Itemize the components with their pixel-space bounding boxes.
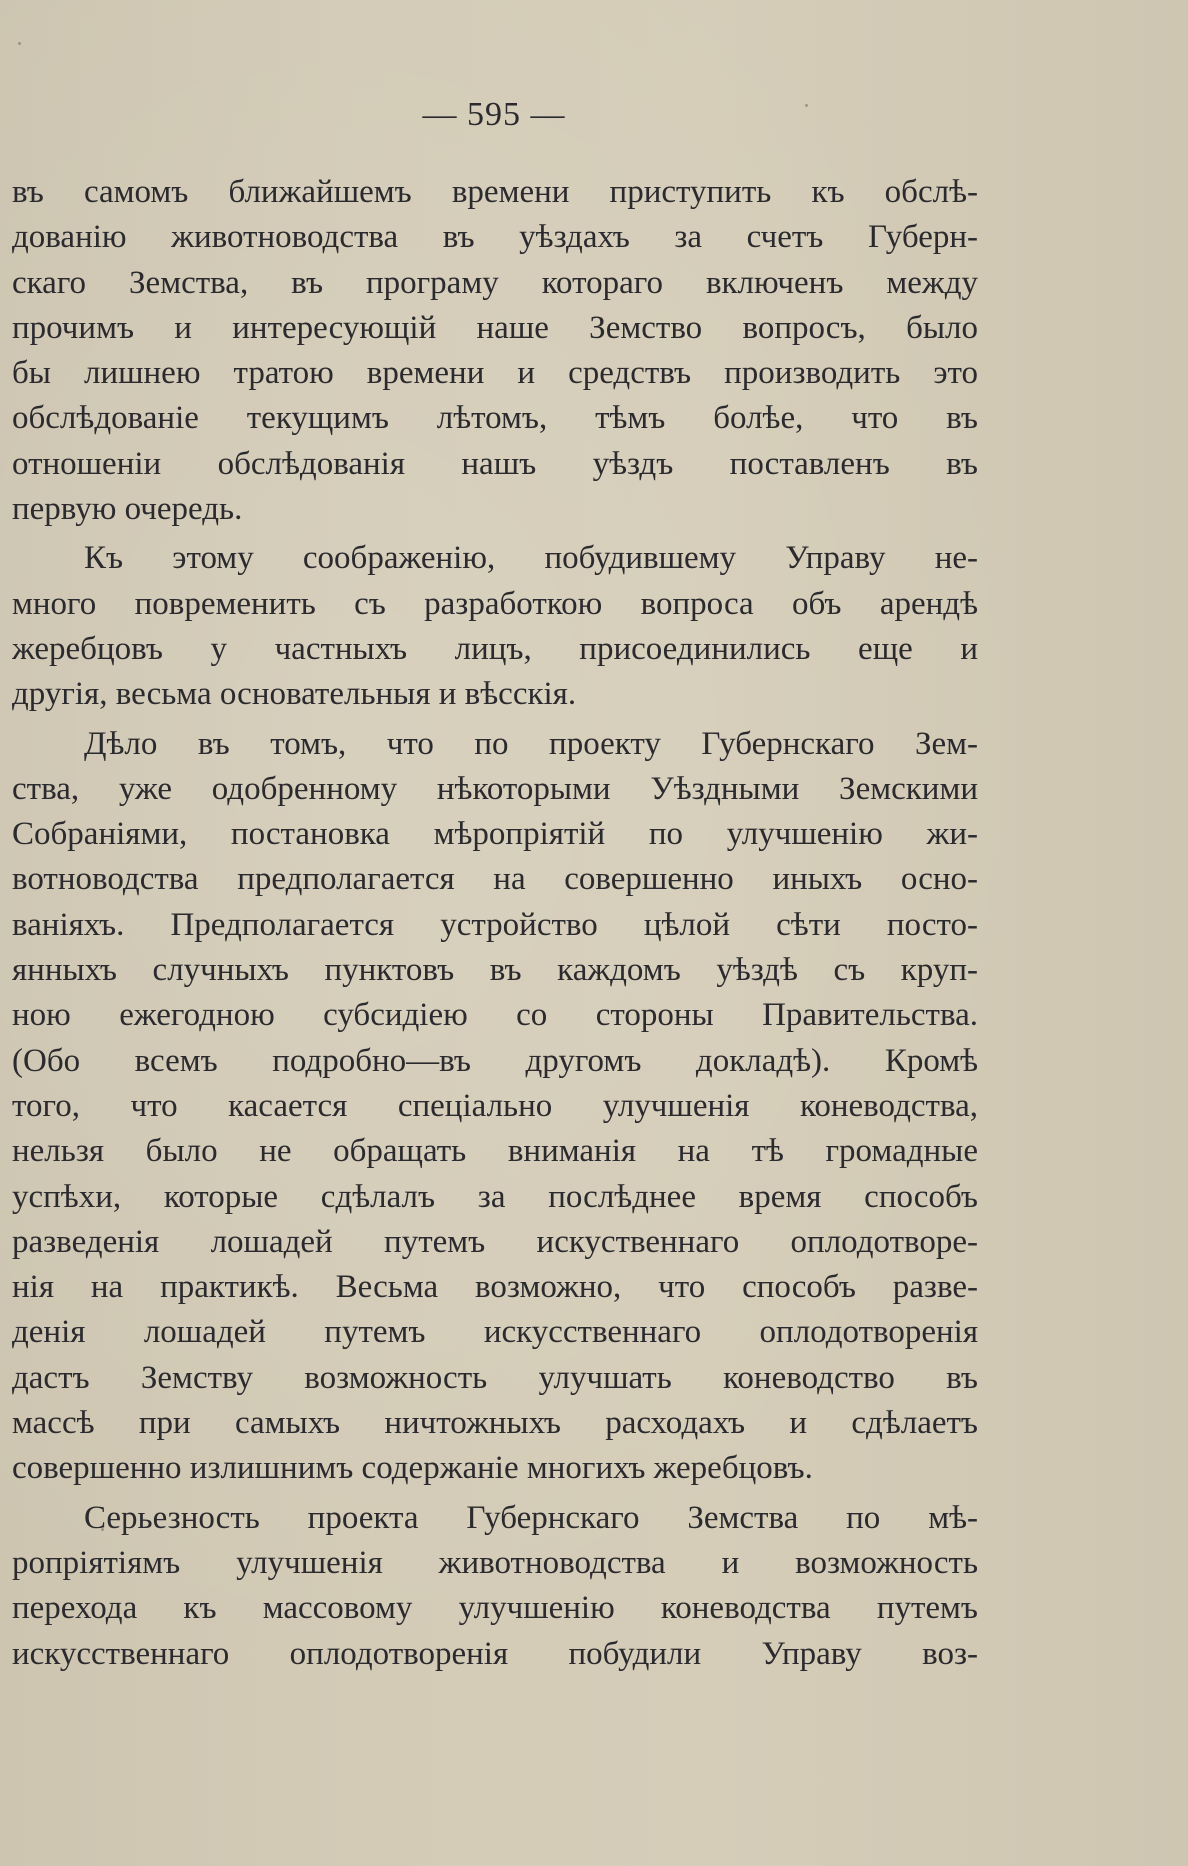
text-line: скаго Земства, въ програму котораго включенъ между	[12, 264, 978, 301]
text-line: бы лишнею тратою времени и средствъ производить это	[12, 355, 978, 392]
text-line: разведенія лошадей путемъ искуственнаго оплодотворе-	[12, 1223, 978, 1260]
text-line: Къ этому соображенію, побудившему Управу не-	[84, 540, 978, 577]
text-line: перехода къ массовому улучшенію коневодства путемъ	[12, 1590, 978, 1627]
text-line: ваніяхъ. Предполагается устройство цѣлой сѣти посто-	[12, 906, 978, 943]
text-line: ства, уже одобренному нѣкоторыми Уѣздными Земскими	[12, 770, 978, 807]
paragraph	[12, 536, 978, 717]
text-line: вотноводства предполагается на совершенно иныхъ осно-	[12, 861, 978, 898]
text-line: отношеніи обслѣдованія нашъ уѣздъ поставленъ въ	[12, 445, 978, 482]
text-line: первую очередь.	[12, 491, 243, 528]
text-line: янныхъ случныхъ пунктовъ въ каждомъ уѣздѣ съ круп-	[12, 952, 978, 989]
text-line: другія, весьма основательныя и вѣсскія.	[12, 676, 577, 713]
text-line: Серьезность проекта Губернскаго Земства по мѣ-	[84, 1499, 978, 1536]
body-text	[12, 170, 978, 1677]
paragraph	[12, 1496, 978, 1677]
page-number: — 595 —	[422, 96, 566, 133]
text-line: нельзя было не обращать вниманія на тѣ громадные	[12, 1133, 978, 1170]
text-line: нія на практикѣ. Весьма возможно, что способъ разве-	[12, 1269, 978, 1306]
text-line: успѣхи, которые сдѣлалъ за послѣднее время способъ	[12, 1178, 978, 1215]
paper-speck	[101, 1528, 104, 1531]
paragraph	[12, 722, 978, 1492]
paragraph	[12, 170, 978, 532]
text-line: прочимъ и интересующій наше Земство вопросъ, было	[12, 309, 978, 346]
text-line: Дѣло въ томъ, что по проекту Губернскаго Зем-	[84, 725, 978, 762]
text-line: искусственнаго оплодотворенія побудили Управу воз-	[12, 1635, 978, 1672]
paper-speck	[805, 104, 808, 107]
text-line: денія лошадей путемъ искусственнаго оплодотворенія	[12, 1314, 978, 1351]
text-line: обслѣдованіе текущимъ лѣтомъ, тѣмъ болѣе, что въ	[12, 400, 978, 437]
text-line: (Обо всемъ подробно—въ другомъ докладѣ). Кромѣ	[12, 1042, 978, 1079]
text-line: Собраніями, постановка мѣропріятій по улучшенію жи-	[12, 816, 978, 853]
text-line: дастъ Земству возможность улучшать коневодство въ	[12, 1359, 978, 1396]
text-line: дованію животноводства въ уѣздахъ за счетъ Губерн-	[12, 219, 978, 256]
paper-speck	[18, 42, 21, 45]
text-line: жеребцовъ у частныхъ лицъ, присоединились еще и	[12, 630, 978, 667]
text-line: много повременить съ разработкою вопроса объ арендѣ	[12, 585, 978, 622]
text-line: въ самомъ ближайшемъ времени приступить къ обслѣ-	[12, 174, 978, 210]
text-line: того, что касается спеціально улучшенія коневодства,	[12, 1087, 978, 1124]
text-line: ною ежегодною субсидіею со стороны Правительства.	[12, 997, 978, 1034]
text-line: ропріятіямъ улучшенія животноводства и возможность	[12, 1544, 978, 1581]
text-line: совершенно излишнимъ содержаніе многихъ жеребцовъ.	[12, 1450, 813, 1487]
text-line: массѣ при самыхъ ничтожныхъ расходахъ и сдѣлаетъ	[12, 1405, 978, 1442]
